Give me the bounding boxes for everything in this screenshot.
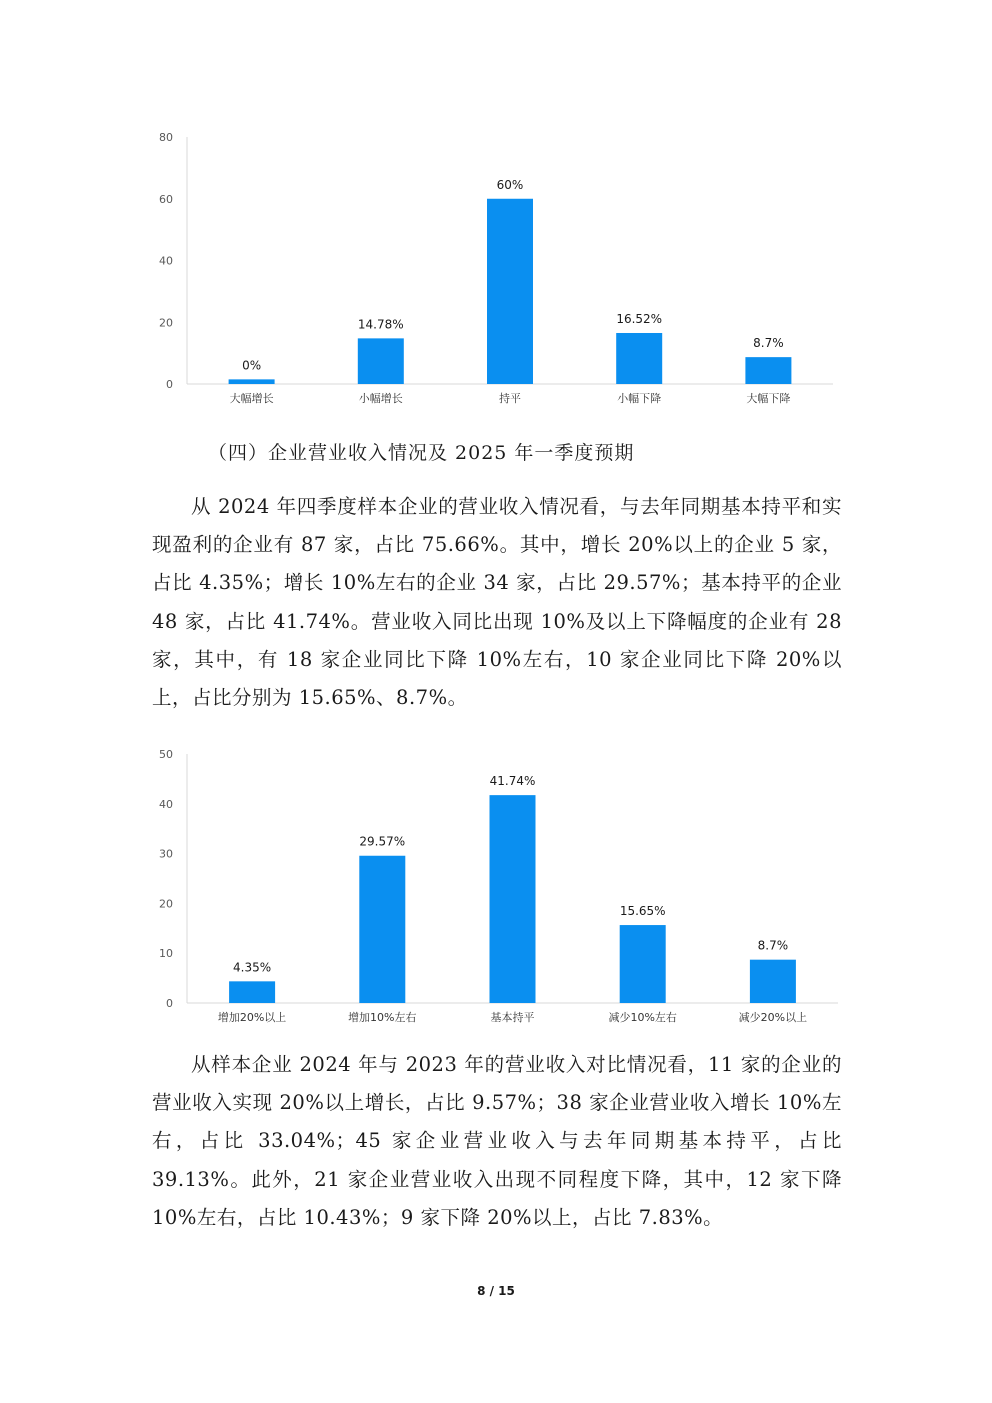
- category-label: 增加10%左右: [348, 1011, 417, 1024]
- category-label: 增加20%以上: [217, 1011, 287, 1024]
- y-tick-label: 60: [159, 192, 173, 206]
- section-heading: （四）企业营业收入情况及 2025 年一季度预期: [208, 442, 635, 464]
- category-label: 减少20%以上: [738, 1011, 808, 1024]
- bar: [490, 795, 536, 1003]
- category-label: 基本持平: [490, 1011, 535, 1024]
- y-tick-label: 20: [159, 897, 173, 911]
- y-tick-label: 20: [159, 316, 173, 330]
- category-label: 小幅增长: [358, 392, 403, 405]
- bar: [229, 981, 275, 1003]
- y-tick-label: 30: [159, 847, 173, 861]
- data-label: 8.7%: [753, 336, 784, 351]
- y-tick-label: 0: [166, 378, 173, 391]
- page-number: 8 / 15: [477, 1284, 515, 1298]
- data-label: 29.57%: [359, 834, 406, 849]
- category-label: 大幅下降: [746, 392, 791, 405]
- data-label: 0%: [242, 358, 262, 373]
- data-label: 8.7%: [757, 938, 789, 953]
- bar: [620, 925, 666, 1003]
- y-tick-label: 10: [159, 947, 173, 961]
- category-label: 小幅下降: [617, 392, 662, 405]
- y-tick-label: 40: [159, 797, 173, 811]
- category-label: 大幅增长: [229, 392, 274, 405]
- paragraph-q4-revenue: 从 2024 年四季度样本企业的营业收入情况看，与去年同期基本持平和实现盈利的企业有 87 家，占比 75.66%。其中，增长 20%以上的企业 5 家，占比 4.35%；增长 10%左右的企业 34 家，占比 29.57%；基本持平的企业 48 家，占比 41.74%。营业收入同比出现 10%及以上下降幅度的企业有 28 家，其中，有 18 家企业同比下降 10%左右，10 家企业同比下降 20%以上，占比分别为 15.65%、8.7%。: [152, 495, 842, 710]
- data-label: 16.52%: [616, 311, 663, 326]
- data-label: 15.65%: [619, 904, 666, 919]
- y-tick-label: 80: [159, 131, 173, 144]
- y-tick-label: 50: [159, 748, 173, 761]
- y-tick-label: 40: [159, 254, 173, 268]
- data-label: 60%: [496, 177, 524, 192]
- data-label: 14.78%: [357, 317, 404, 332]
- y-tick-label: 0: [166, 997, 173, 1010]
- data-label: 41.74%: [489, 774, 536, 789]
- category-label: 持平: [499, 392, 521, 405]
- bar: [750, 960, 796, 1003]
- bar: [359, 856, 405, 1003]
- paragraph-annual-revenue: 从样本企业 2024 年与 2023 年的营业收入对比情况看，11 家的企业的营业收入实现 20%以上增长，占比 9.57%；38 家企业营业收入增长 10%左右，占比 33.04%；45 家企业营业收入与去年同期基本持平，占比 39.13%。此外，21 家企业营业收入出现不同程度下降，其中，12 家下降 10%左右，占比 10.43%；9 家下降 20%以上，占比 7.83%。: [152, 1053, 842, 1229]
- data-label: 4.35%: [233, 960, 272, 975]
- category-label: 减少10%左右: [608, 1011, 677, 1024]
